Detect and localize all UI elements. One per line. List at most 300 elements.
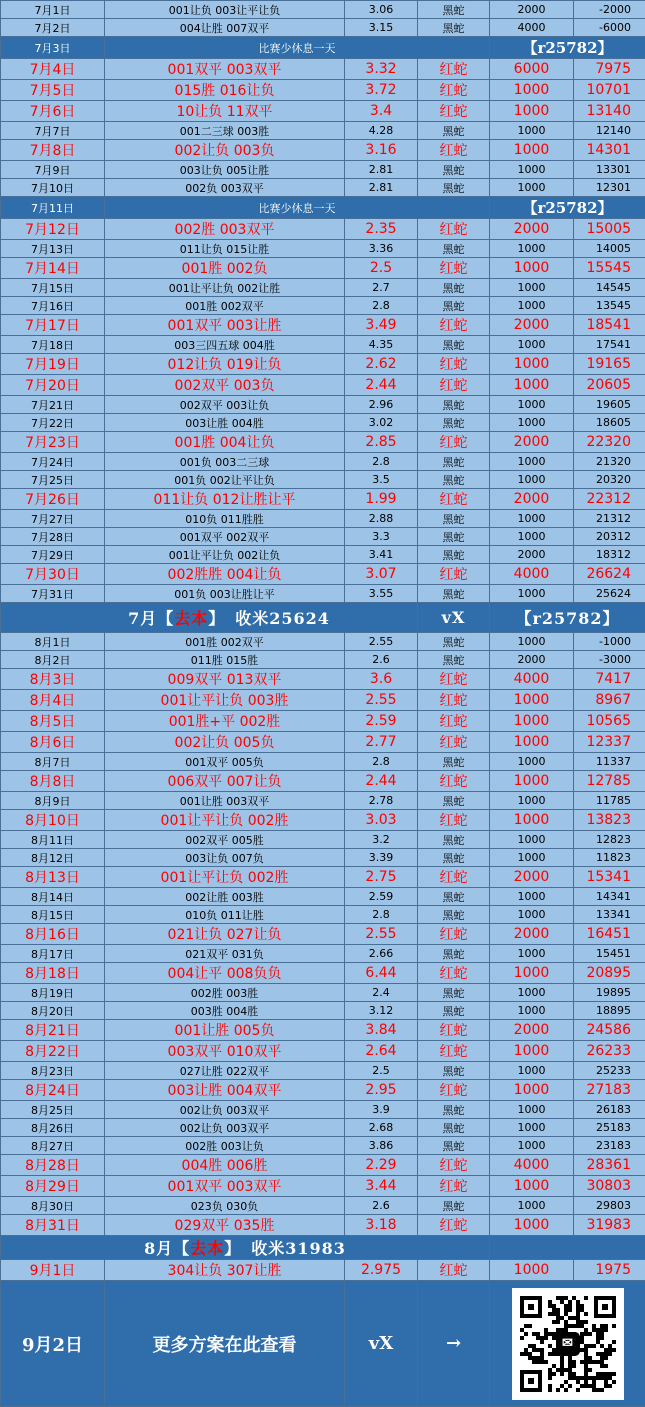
table-row (1, 888, 645, 906)
total-cell: 27183 (574, 1080, 645, 1101)
odds-cell: 3.02 (345, 414, 418, 432)
wechat-icon: ✉ (556, 1332, 580, 1356)
result-cell: 黑蛇 (418, 633, 490, 651)
result-cell: 红蛇 (418, 1155, 490, 1176)
table-row (1, 867, 645, 888)
date-cell: 8月18日 (1, 963, 105, 984)
table-row (1, 963, 645, 984)
table-row (1, 690, 645, 711)
result-cell: 红蛇 (418, 867, 490, 888)
stake-cell: 4000 (490, 19, 574, 37)
table-row (1, 1119, 645, 1137)
empty-cell (490, 1236, 645, 1260)
result-cell: 黑蛇 (418, 906, 490, 924)
total-cell: 25624 (574, 585, 645, 603)
pick-cell: 006双平 007让负 (105, 771, 345, 792)
stake-cell: 4000 (490, 1155, 574, 1176)
total-cell: 12785 (574, 771, 645, 792)
month-summary-row (1, 1236, 645, 1260)
date-cell: 8月14日 (1, 888, 105, 906)
pick-cell: 015胜 016让负 (105, 80, 345, 101)
result-cell: 黑蛇 (418, 240, 490, 258)
result-cell: 红蛇 (418, 963, 490, 984)
date-cell: 8月4日 (1, 690, 105, 711)
date-cell: 8月15日 (1, 906, 105, 924)
stake-cell: 1000 (490, 771, 574, 792)
odds-cell: 3.15 (345, 19, 418, 37)
result-cell: 黑蛇 (418, 1137, 490, 1155)
result-cell: 红蛇 (418, 101, 490, 122)
pick-cell: 002胜 003胜 (105, 984, 345, 1002)
date-cell: 8月1日 (1, 633, 105, 651)
stake-cell: 1000 (490, 279, 574, 297)
qr-finder-mark (520, 1370, 542, 1392)
result-cell: 黑蛇 (418, 753, 490, 771)
pick-cell: 001胜 004让负 (105, 432, 345, 453)
result-cell: 黑蛇 (418, 414, 490, 432)
odds-cell: 3.36 (345, 240, 418, 258)
total-cell: 22320 (574, 432, 645, 453)
result-cell: 红蛇 (418, 1215, 490, 1236)
stake-cell: 1000 (490, 1176, 574, 1197)
result-cell: 红蛇 (418, 1020, 490, 1041)
table-row (1, 354, 645, 375)
month-summary (1, 603, 418, 633)
stake-cell: 1000 (490, 414, 574, 432)
odds-cell: 3.55 (345, 585, 418, 603)
total-cell: 15545 (574, 258, 645, 279)
result-cell: 红蛇 (418, 1260, 490, 1281)
pick-cell: 004让平 008负负 (105, 963, 345, 984)
pick-cell: 029双平 035胜 (105, 1215, 345, 1236)
result-cell: 黑蛇 (418, 1119, 490, 1137)
pick-cell: 002负 003双平 (105, 179, 345, 197)
pick-cell: 001双平 003双平 (105, 1176, 345, 1197)
total-cell: 14301 (574, 140, 645, 161)
table-row (1, 489, 645, 510)
table-row (1, 1260, 645, 1281)
result-cell: 黑蛇 (418, 19, 490, 37)
arrow-icon: → (418, 1281, 490, 1407)
odds-cell: 2.4 (345, 984, 418, 1002)
result-cell: 黑蛇 (418, 279, 490, 297)
date-cell: 7月17日 (1, 315, 105, 336)
odds-cell: 2.59 (345, 888, 418, 906)
odds-cell: 2.44 (345, 771, 418, 792)
pick-cell: 001双平 002双平 (105, 528, 345, 546)
total-cell: 18312 (574, 546, 645, 564)
qr-code[interactable] (512, 1288, 624, 1400)
stake-cell: 1000 (490, 1041, 574, 1062)
table-row (1, 831, 645, 849)
odds-cell: 2.8 (345, 753, 418, 771)
result-cell: 红蛇 (418, 59, 490, 80)
pick-cell: 001让胜 005负 (105, 1020, 345, 1041)
table-row (1, 984, 645, 1002)
total-cell: 28361 (574, 1155, 645, 1176)
stake-cell: 1000 (490, 792, 574, 810)
footer-cta-text: 更多方案在此查看 (105, 1281, 345, 1407)
stake-cell: 2000 (490, 924, 574, 945)
total-cell: 19165 (574, 354, 645, 375)
total-cell: 14005 (574, 240, 645, 258)
pick-cell: 002双平 003负 (105, 375, 345, 396)
pick-cell: 001胜 002双平 (105, 297, 345, 315)
pick-cell: 009双平 013双平 (105, 669, 345, 690)
result-cell: 黑蛇 (418, 396, 490, 414)
stake-cell: 1000 (490, 963, 574, 984)
result-cell: 黑蛇 (418, 546, 490, 564)
pick-cell: 010负 011胜胜 (105, 510, 345, 528)
odds-cell: 6.44 (345, 963, 418, 984)
pick-cell: 011让负 015让胜 (105, 240, 345, 258)
odds-cell: 3.2 (345, 831, 418, 849)
pick-cell: 003胜 004胜 (105, 1002, 345, 1020)
rest-day-row (1, 37, 645, 59)
stake-cell: 1000 (490, 711, 574, 732)
date-cell: 8月22日 (1, 1041, 105, 1062)
stake-cell: 4000 (490, 564, 574, 585)
stake-cell: 1000 (490, 528, 574, 546)
date-cell: 8月28日 (1, 1155, 105, 1176)
table-row (1, 792, 645, 810)
stake-cell: 1000 (490, 1137, 574, 1155)
total-cell: 26183 (574, 1101, 645, 1119)
table-row (1, 1041, 645, 1062)
odds-cell: 2.7 (345, 279, 418, 297)
table-row (1, 432, 645, 453)
total-cell: 13341 (574, 906, 645, 924)
stake-cell: 2000 (490, 1020, 574, 1041)
result-cell: 红蛇 (418, 258, 490, 279)
total-cell: 13301 (574, 161, 645, 179)
stake-cell: 1000 (490, 831, 574, 849)
total-cell: 12301 (574, 179, 645, 197)
odds-cell: 3.3 (345, 528, 418, 546)
date-cell: 7月20日 (1, 375, 105, 396)
pick-cell: 021让负 027让负 (105, 924, 345, 945)
stake-cell: 1000 (490, 1260, 574, 1281)
date-cell: 8月20日 (1, 1002, 105, 1020)
date-cell: 8月11日 (1, 831, 105, 849)
date-cell: 8月31日 (1, 1215, 105, 1236)
odds-cell: 3.41 (345, 546, 418, 564)
odds-cell: 3.6 (345, 669, 418, 690)
month-summary (1, 1236, 490, 1260)
table-row (1, 528, 645, 546)
odds-cell: 2.62 (345, 354, 418, 375)
date-cell: 7月7日 (1, 122, 105, 140)
table-row (1, 453, 645, 471)
total-cell: 20605 (574, 375, 645, 396)
date-cell: 7月11日 (1, 197, 105, 219)
pick-cell: 002胜胜 004让负 (105, 564, 345, 585)
stake-cell: 1000 (490, 297, 574, 315)
total-cell: 13823 (574, 810, 645, 831)
result-cell: 黑蛇 (418, 888, 490, 906)
odds-cell: 3.49 (345, 315, 418, 336)
result-cell: 黑蛇 (418, 651, 490, 669)
table-row (1, 945, 645, 963)
total-cell: 16451 (574, 924, 645, 945)
odds-cell: 2.55 (345, 633, 418, 651)
pick-cell: 027让胜 022双平 (105, 1062, 345, 1080)
odds-cell: 2.6 (345, 1197, 418, 1215)
total-cell: 10565 (574, 711, 645, 732)
total-cell: 29803 (574, 1197, 645, 1215)
table-row (1, 1062, 645, 1080)
total-cell: 13545 (574, 297, 645, 315)
table-row (1, 161, 645, 179)
odds-cell: 2.8 (345, 453, 418, 471)
odds-cell: 2.55 (345, 924, 418, 945)
result-cell: 黑蛇 (418, 585, 490, 603)
date-cell: 8月24日 (1, 1080, 105, 1101)
pick-cell: 002让胜 003胜 (105, 888, 345, 906)
odds-cell: 2.55 (345, 690, 418, 711)
odds-cell: 3.07 (345, 564, 418, 585)
stake-cell: 1000 (490, 101, 574, 122)
summary-bracket: 【 (157, 609, 174, 628)
result-cell: 红蛇 (418, 771, 490, 792)
date-cell: 8月25日 (1, 1101, 105, 1119)
total-cell: 22312 (574, 489, 645, 510)
table-row (1, 1176, 645, 1197)
table-row (1, 564, 645, 585)
table-row (1, 1197, 645, 1215)
odds-cell: 2.85 (345, 432, 418, 453)
date-cell: 7月26日 (1, 489, 105, 510)
stake-cell: 1000 (490, 1119, 574, 1137)
date-cell: 7月13日 (1, 240, 105, 258)
summary-profit: 收米25624 (235, 609, 330, 628)
pick-cell: 004胜 006胜 (105, 1155, 345, 1176)
pick-cell: 002双平 003让负 (105, 396, 345, 414)
result-cell: 红蛇 (418, 315, 490, 336)
date-cell: 8月5日 (1, 711, 105, 732)
result-cell: 红蛇 (418, 1041, 490, 1062)
pick-cell: 002让负 003双平 (105, 1101, 345, 1119)
date-cell: 7月9日 (1, 161, 105, 179)
pick-cell: 023负 030负 (105, 1197, 345, 1215)
date-cell: 8月13日 (1, 867, 105, 888)
pick-cell: 304让负 307让胜 (105, 1260, 345, 1281)
odds-cell: 3.9 (345, 1101, 418, 1119)
date-cell: 7月30日 (1, 564, 105, 585)
stake-cell: 1000 (490, 849, 574, 867)
pick-cell: 002让负 003负 (105, 140, 345, 161)
stake-cell: 2000 (490, 219, 574, 240)
pick-cell: 004让胜 007双平 (105, 19, 345, 37)
stake-cell: 1000 (490, 906, 574, 924)
result-cell: 黑蛇 (418, 471, 490, 489)
table-row (1, 122, 645, 140)
table-row (1, 19, 645, 37)
date-cell: 7月27日 (1, 510, 105, 528)
table-row (1, 240, 645, 258)
table-row (1, 375, 645, 396)
stake-cell: 1000 (490, 732, 574, 753)
stake-cell: 1000 (490, 1062, 574, 1080)
odds-cell: 3.32 (345, 59, 418, 80)
date-cell: 7月8日 (1, 140, 105, 161)
total-cell: 23183 (574, 1137, 645, 1155)
odds-cell: 2.78 (345, 792, 418, 810)
date-cell: 8月17日 (1, 945, 105, 963)
summary-profit: 收米31983 (251, 1239, 346, 1258)
stake-cell: 1000 (490, 122, 574, 140)
table-row (1, 315, 645, 336)
summary-month: 7月 (128, 609, 157, 628)
contact-code: 【r25782】 (490, 603, 645, 633)
date-cell: 8月10日 (1, 810, 105, 831)
odds-cell: 3.84 (345, 1020, 418, 1041)
total-cell: 1975 (574, 1260, 645, 1281)
date-cell: 8月26日 (1, 1119, 105, 1137)
total-cell: 20312 (574, 528, 645, 546)
odds-cell: 2.64 (345, 1041, 418, 1062)
total-cell: 13140 (574, 101, 645, 122)
stake-cell: 2000 (490, 489, 574, 510)
total-cell: 11337 (574, 753, 645, 771)
stake-cell: 1000 (490, 80, 574, 101)
total-cell: 11823 (574, 849, 645, 867)
odds-cell: 2.975 (345, 1260, 418, 1281)
total-cell: 24586 (574, 1020, 645, 1041)
result-cell: 黑蛇 (418, 1, 490, 19)
table-row (1, 1020, 645, 1041)
pick-cell: 001让平让负 002让胜 (105, 279, 345, 297)
stake-cell: 1000 (490, 1002, 574, 1020)
odds-cell: 3.86 (345, 1137, 418, 1155)
stake-cell: 1000 (490, 161, 574, 179)
pick-cell: 003让胜 004胜 (105, 414, 345, 432)
stake-cell: 1000 (490, 396, 574, 414)
table-row (1, 651, 645, 669)
table-row (1, 633, 645, 651)
table-row (1, 1080, 645, 1101)
date-cell: 8月23日 (1, 1062, 105, 1080)
pick-cell: 001让平让负 002让负 (105, 546, 345, 564)
total-cell: 30803 (574, 1176, 645, 1197)
table-row (1, 810, 645, 831)
table-row (1, 546, 645, 564)
total-cell: 10701 (574, 80, 645, 101)
total-cell: 15341 (574, 867, 645, 888)
vx-label: vX (345, 1281, 418, 1407)
date-cell: 7月12日 (1, 219, 105, 240)
result-cell: 黑蛇 (418, 945, 490, 963)
odds-cell: 2.81 (345, 179, 418, 197)
pick-cell: 001让胜 003双平 (105, 792, 345, 810)
date-cell: 8月27日 (1, 1137, 105, 1155)
result-cell: 红蛇 (418, 732, 490, 753)
table-row (1, 906, 645, 924)
table-row (1, 219, 645, 240)
month-summary-row (1, 603, 645, 633)
date-cell: 8月7日 (1, 753, 105, 771)
pick-cell: 001二三球 003胜 (105, 122, 345, 140)
odds-cell: 3.5 (345, 471, 418, 489)
pick-cell: 010负 011让胜 (105, 906, 345, 924)
result-cell: 红蛇 (418, 1080, 490, 1101)
odds-cell: 3.18 (345, 1215, 418, 1236)
date-cell: 7月18日 (1, 336, 105, 354)
result-cell: 黑蛇 (418, 849, 490, 867)
pick-cell: 003让负 007负 (105, 849, 345, 867)
odds-cell: 2.81 (345, 161, 418, 179)
odds-cell: 2.68 (345, 1119, 418, 1137)
contact-code: 【r25782】 (490, 197, 645, 219)
odds-cell: 3.06 (345, 1, 418, 19)
footer-date: 9月2日 (1, 1281, 105, 1407)
total-cell: 26624 (574, 564, 645, 585)
summary-keyword: 去本 (174, 609, 208, 628)
result-cell: 红蛇 (418, 690, 490, 711)
result-cell: 黑蛇 (418, 792, 490, 810)
odds-cell: 3.72 (345, 80, 418, 101)
date-cell: 7月31日 (1, 585, 105, 603)
result-cell: 红蛇 (418, 140, 490, 161)
stake-cell: 1000 (490, 453, 574, 471)
date-cell: 7月2日 (1, 19, 105, 37)
qr-finder-mark (520, 1296, 542, 1318)
table-row (1, 1101, 645, 1119)
table-row (1, 1137, 645, 1155)
table-row (1, 924, 645, 945)
total-cell: 21312 (574, 510, 645, 528)
table-row (1, 1215, 645, 1236)
date-cell: 8月3日 (1, 669, 105, 690)
table-row (1, 101, 645, 122)
date-cell: 7月14日 (1, 258, 105, 279)
pick-cell: 001负 002让平让负 (105, 471, 345, 489)
pick-cell: 003三四五球 004胜 (105, 336, 345, 354)
odds-cell: 2.59 (345, 711, 418, 732)
pick-cell: 001让平让负 002胜 (105, 810, 345, 831)
stake-cell: 1000 (490, 354, 574, 375)
date-cell: 7月5日 (1, 80, 105, 101)
odds-cell: 3.39 (345, 849, 418, 867)
total-cell: 11785 (574, 792, 645, 810)
total-cell: 26233 (574, 1041, 645, 1062)
table-row (1, 297, 645, 315)
date-cell: 8月8日 (1, 771, 105, 792)
result-cell: 黑蛇 (418, 453, 490, 471)
date-cell: 8月16日 (1, 924, 105, 945)
stake-cell: 1000 (490, 753, 574, 771)
stake-cell: 1000 (490, 810, 574, 831)
stake-cell: 2000 (490, 432, 574, 453)
table-row (1, 258, 645, 279)
pick-cell: 001负 003二三球 (105, 453, 345, 471)
footer-row (1, 1281, 645, 1407)
contact-code: 【r25782】 (490, 37, 645, 59)
result-cell: 黑蛇 (418, 179, 490, 197)
stake-cell: 2000 (490, 651, 574, 669)
odds-cell: 3.4 (345, 101, 418, 122)
pick-cell: 001胜+平 002胜 (105, 711, 345, 732)
date-cell: 8月29日 (1, 1176, 105, 1197)
stake-cell: 1000 (490, 258, 574, 279)
pick-cell: 002胜 003双平 (105, 219, 345, 240)
total-cell: 12140 (574, 122, 645, 140)
date-cell: 9月1日 (1, 1260, 105, 1281)
stake-cell: 1000 (490, 984, 574, 1002)
stake-cell: 2000 (490, 867, 574, 888)
odds-cell: 4.28 (345, 122, 418, 140)
result-cell: 黑蛇 (418, 984, 490, 1002)
